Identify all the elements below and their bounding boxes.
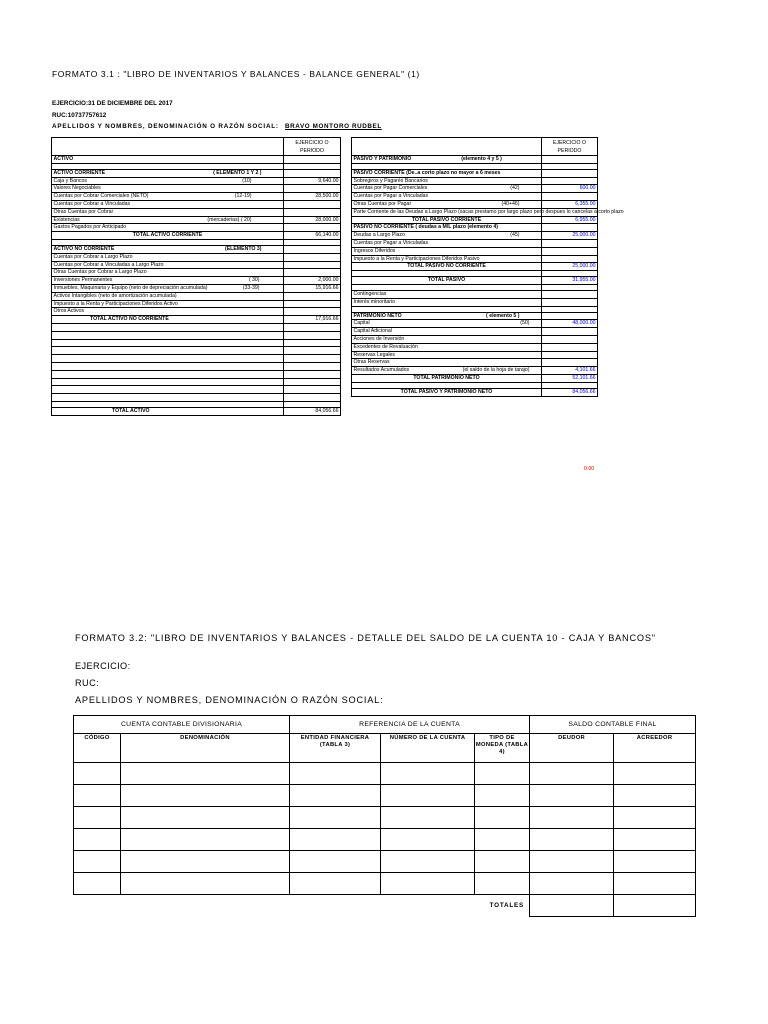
empty-cell — [614, 829, 696, 851]
activo-heading: ACTIVO — [52, 156, 284, 164]
format32-ejercicio: EJERCICIO: — [75, 661, 131, 671]
row-label: Reservas Legales — [352, 351, 542, 359]
row-label: Otras Cuentas por Cobrar a Largo Plazo — [52, 269, 284, 277]
total-pasivo-label: TOTAL PASIVO — [352, 277, 542, 285]
table-row — [352, 193, 598, 201]
col-deudor-header: DEUDOR — [530, 734, 614, 763]
table-row — [52, 284, 341, 292]
table-row — [352, 177, 598, 185]
row-value: 9,640.00 — [284, 177, 341, 185]
pasivo-table — [351, 137, 624, 397]
activo-table — [51, 137, 341, 416]
col-entidad-header: ENTIDAD FINANCIERA (TABLA 3) — [290, 734, 381, 763]
row-label: Capital (50) — [352, 320, 542, 328]
table-row — [52, 261, 341, 269]
format31-apellidos-label: APELLIDOS Y NOMBRES, DENOMINACIÓN O RAZÓN SOCIAL: — [52, 123, 279, 130]
row-value: 600.00 — [542, 185, 598, 193]
pasivo-no-corriente-heading: PASIVO NO CORRIENTE ( deudas a M/L plazo (elemento 4) — [352, 224, 542, 232]
table-row — [352, 232, 598, 240]
total-patrimonio-value: 52,101.66 — [542, 374, 598, 382]
table-row — [352, 185, 598, 193]
table-row — [352, 351, 598, 359]
row-label: Parte Corriente de las Deudas a Largo Plazo (sacas prestamo por largo plazo pero despues lo cancelas a corto plazo — [353, 208, 624, 215]
row-label: Cuentas por Pagar a Vinculadas — [352, 239, 542, 247]
total-activo-label: TOTAL ACTIVO — [52, 407, 284, 415]
empty-row — [52, 323, 341, 331]
contingencias-label: Contingencias — [352, 290, 542, 298]
format32-apellidos-label: APELLIDOS Y NOMBRES, DENOMINACIÓN O RAZÓN SOCIAL: — [75, 695, 384, 705]
row-label: Sobregiros y Pagarés Bancarios — [352, 177, 542, 185]
empty-cell — [290, 851, 381, 873]
table-row — [74, 763, 696, 785]
table-row — [52, 185, 341, 193]
totales-label: TOTALES — [489, 902, 525, 910]
row-value — [284, 185, 341, 193]
empty-cell — [121, 763, 290, 785]
empty-cell — [290, 763, 381, 785]
table-row — [52, 253, 341, 261]
empty-cell — [381, 785, 475, 807]
empty-row — [52, 386, 341, 394]
activo-blank-header — [52, 138, 284, 156]
empty-cell — [475, 873, 530, 895]
row-value — [284, 224, 341, 232]
table-row — [352, 239, 598, 247]
empty-cell — [614, 851, 696, 873]
empty-cell — [614, 763, 696, 785]
total-pasivo-no-corriente-label: TOTAL PASIVO NO CORRIENTE — [352, 263, 542, 271]
row-value — [542, 193, 598, 201]
empty-row — [52, 394, 341, 402]
table-row — [74, 807, 696, 829]
row-value: 4,101.66 — [542, 367, 598, 375]
row-label: Cuentas por Pagar a Vinculadas — [352, 193, 542, 201]
row-label: Cuentas por Pagar Comerciales (42) — [352, 185, 542, 193]
format32-ruc: RUC: — [75, 678, 100, 688]
empty-cell — [74, 807, 121, 829]
empty-row — [52, 362, 341, 370]
col-denominacion-header: DENOMINACIÓN — [121, 734, 290, 763]
empty-cell — [614, 807, 696, 829]
row-value — [542, 351, 598, 359]
format32-title: FORMATO 3.2: "LIBRO DE INVENTARIOS Y BALANCES - DETALLE DEL SALDO DE LA CUENTA 10 - CAJA Y BANCOS" — [75, 633, 656, 643]
empty-cell — [475, 851, 530, 873]
table-row — [352, 255, 598, 263]
table-row — [52, 300, 341, 308]
empty-row — [52, 331, 341, 339]
empty-cell — [530, 851, 614, 873]
row-value — [542, 343, 598, 351]
format31-title: FORMATO 3.1 : "LIBRO DE INVENTARIOS Y BALANCES - BALANCE GENERAL" (1) — [52, 69, 420, 79]
table-row — [352, 320, 598, 328]
total-acreedor-cell — [614, 895, 696, 917]
empty-cell — [74, 785, 121, 807]
total-deudor-cell — [530, 895, 614, 917]
total-patrimonio-label: TOTAL PATRIMONIO NETO — [352, 374, 542, 382]
row-value: 28,000.00 — [284, 216, 341, 224]
table-row — [352, 335, 598, 343]
table-row — [52, 208, 341, 216]
row-label: Valores Negociables — [52, 185, 284, 193]
empty-cell — [121, 851, 290, 873]
activo-no-corriente-heading: ACTIVO NO CORRIENTE (ELEMENTO 3) — [52, 245, 284, 253]
empty-cell — [381, 873, 475, 895]
row-label: Otros Activos — [52, 308, 284, 316]
empty-cell — [74, 829, 121, 851]
total-pasivo-no-corriente-value: 25,000.00 — [542, 263, 598, 271]
table-row — [352, 200, 598, 208]
total-pasivo-patrimonio-label: TOTAL PASIVO Y PATRIMONIO NETO — [352, 388, 542, 396]
row-label: Activos Intangibles (neto de amortización acumulada) — [52, 292, 284, 300]
row-label: Capital Adicional — [352, 328, 542, 336]
row-value — [542, 177, 598, 185]
empty-cell — [381, 807, 475, 829]
table-row — [52, 177, 341, 185]
row-label: Caja y Bancos (10) — [52, 177, 284, 185]
group-cuenta-header: CUENTA CONTABLE DIVISIONARIA — [74, 716, 290, 734]
total-activo-no-corriente-value: 17,916.66 — [284, 316, 341, 324]
col-numero-header: NÚMERO DE LA CUENTA — [381, 734, 475, 763]
empty-cell — [530, 785, 614, 807]
col-codigo-header: CÓDIGO — [74, 734, 121, 763]
empty-cell — [290, 829, 381, 851]
empty-cell — [614, 873, 696, 895]
total-pasivo-corriente-label: TOTAL PASIVO CORRIENTE — [352, 216, 542, 224]
col-acreedor-header: ACREEDOR — [614, 734, 696, 763]
row-label: Inmuebles, Maquinaria y Equipo (neto de depreciación acumulada) (33-39) — [52, 284, 284, 292]
table-row — [352, 208, 598, 216]
row-value — [542, 359, 598, 367]
table-row — [52, 269, 341, 277]
empty-cell — [530, 829, 614, 851]
empty-cell — [530, 763, 614, 785]
row-value — [542, 239, 598, 247]
total-activo-corriente-value: 66,140.00 — [284, 232, 341, 240]
empty-row — [52, 339, 341, 347]
row-value — [284, 300, 341, 308]
empty-row — [52, 370, 341, 378]
row-label: Impuesto a la Renta y Participaciones Diferidos Pasivo — [352, 255, 542, 263]
pasivo-heading: PASIVO Y PATRIMONIO (elemento 4 y 5 ) — [352, 156, 542, 164]
empty-cell — [74, 763, 121, 785]
balance-difference: 0.00 — [584, 466, 595, 472]
empty-cell — [121, 807, 290, 829]
row-label: Existencias (mercaderias) ( 20) — [52, 216, 284, 224]
row-label: Otras Cuentas por Cobrar — [52, 208, 284, 216]
row-value: 6,355.00 — [542, 200, 598, 208]
empty-row — [52, 355, 341, 363]
row-label: Inversiones Permanentes ( 30) — [52, 277, 284, 285]
row-value — [284, 253, 341, 261]
group-referencia-header: REFERENCIA DE LA CUENTA — [290, 716, 530, 734]
col-moneda-header: TIPO DE MONEDA (TABLA 4) — [475, 734, 530, 763]
table-row — [74, 851, 696, 873]
empty-cell — [121, 785, 290, 807]
table-row — [352, 343, 598, 351]
empty-row — [52, 347, 341, 355]
row-value: 15,916.66 — [284, 284, 341, 292]
activo-corriente-heading: ACTIVO CORRIENTE ( ELEMENTO 1 Y 2 ) — [52, 169, 284, 177]
row-value: 28,500.00 — [284, 193, 341, 201]
empty-cell — [290, 807, 381, 829]
empty-row — [52, 378, 341, 386]
row-label: Cuentas por Cobrar a Largo Plazo — [52, 253, 284, 261]
table-row — [52, 292, 341, 300]
row-label: Excedentes de Revaluación — [352, 343, 542, 351]
cuenta10-table — [73, 715, 696, 917]
table-row — [52, 200, 341, 208]
row-label: Resultados Acumulados (el saldo de la hoja de tarajo) — [352, 367, 542, 375]
empty-cell — [475, 763, 530, 785]
row-label: Gastos Pagados por Anticipado — [52, 224, 284, 232]
row-label: Cuentas por Cobrar a Vinculadas a Largo Plazo — [52, 261, 284, 269]
row-value — [284, 261, 341, 269]
row-value — [542, 247, 598, 255]
total-activo-no-corriente-label: TOTAL ACTIVO NO CORRIENTE — [52, 316, 284, 324]
total-pasivo-value: 31,955.00 — [542, 277, 598, 285]
row-value — [542, 328, 598, 336]
row-label: Otras Reservas — [352, 359, 542, 367]
table-row — [74, 785, 696, 807]
total-activo-corriente-label: TOTAL ACTIVO CORRIENTE — [52, 232, 284, 240]
empty-cell — [475, 807, 530, 829]
row-value — [284, 308, 341, 316]
row-value — [284, 269, 341, 277]
empty-cell — [530, 873, 614, 895]
table-row — [352, 359, 598, 367]
interes-minoritario-label: Interés minoritario — [352, 298, 542, 306]
format31-ruc: RUC:10737757612 — [52, 112, 107, 119]
table-row — [52, 193, 341, 201]
table-row — [352, 367, 598, 375]
table-row — [74, 829, 696, 851]
empty-cell — [614, 785, 696, 807]
row-value: 48,000.00 — [542, 320, 598, 328]
table-row — [52, 224, 341, 232]
empty-cell — [381, 851, 475, 873]
row-value — [284, 200, 341, 208]
table-row — [74, 873, 696, 895]
empty-cell — [121, 829, 290, 851]
empty-cell — [290, 873, 381, 895]
pasivo-ejercicio-header: EJERCICIO O PERIODO — [542, 138, 598, 156]
format31-owner: BRAVO MONTORO RUDBEL — [285, 123, 382, 130]
row-value — [284, 292, 341, 300]
row-label: Otras Cuentas por Pagar (40+46) — [352, 200, 542, 208]
table-row — [352, 247, 598, 255]
empty-cell — [475, 785, 530, 807]
empty-cell — [381, 829, 475, 851]
table-row — [52, 308, 341, 316]
empty-cell — [290, 785, 381, 807]
row-value: 2,000.00 — [284, 277, 341, 285]
empty-cell — [74, 851, 121, 873]
row-value: 25,000.00 — [542, 232, 598, 240]
table-row — [352, 328, 598, 336]
table-row — [52, 216, 341, 224]
total-pasivo-patrimonio-value: 84,056.66 — [542, 388, 598, 396]
row-value — [284, 208, 341, 216]
empty-cell — [381, 763, 475, 785]
group-saldo-header: SALDO CONTABLE FINAL — [530, 716, 696, 734]
empty-cell — [74, 873, 121, 895]
row-label: Impuesto a la Renta y Participaciones Diferidos Activo — [52, 300, 284, 308]
total-activo-value: 84,056.66 — [284, 407, 341, 415]
empty-cell — [475, 829, 530, 851]
row-label: Cuentas por Cobrar a Vinculadas — [52, 200, 284, 208]
row-label: Deudas a Largo Plazo (45) — [352, 232, 542, 240]
activo-ejercicio-header: EJERCICIO O PERIODO — [284, 138, 341, 156]
total-pasivo-corriente-value: 6,955.00 — [542, 216, 598, 224]
row-label: Ingresos Diferidos — [352, 247, 542, 255]
row-label: Acciones de Inversión — [352, 335, 542, 343]
pasivo-blank-header — [352, 138, 542, 156]
format31-ejercicio: EJERCICIO:31 DE DICIEMBRE DEL 2017 — [52, 100, 173, 107]
empty-cell — [121, 873, 290, 895]
row-label: Cuentas por Cobrar Comerciales (NETO) (12-19) — [52, 193, 284, 201]
pasivo-corriente-heading: PASIVO CORRIENTE (De..a corto plazo no mayor a 6 meses — [352, 169, 542, 177]
patrimonio-heading: PATRIMONIO NETO ( elemento 5 ) — [352, 312, 542, 320]
row-value — [542, 335, 598, 343]
table-row — [52, 277, 341, 285]
empty-cell — [530, 807, 614, 829]
row-value — [542, 255, 598, 263]
